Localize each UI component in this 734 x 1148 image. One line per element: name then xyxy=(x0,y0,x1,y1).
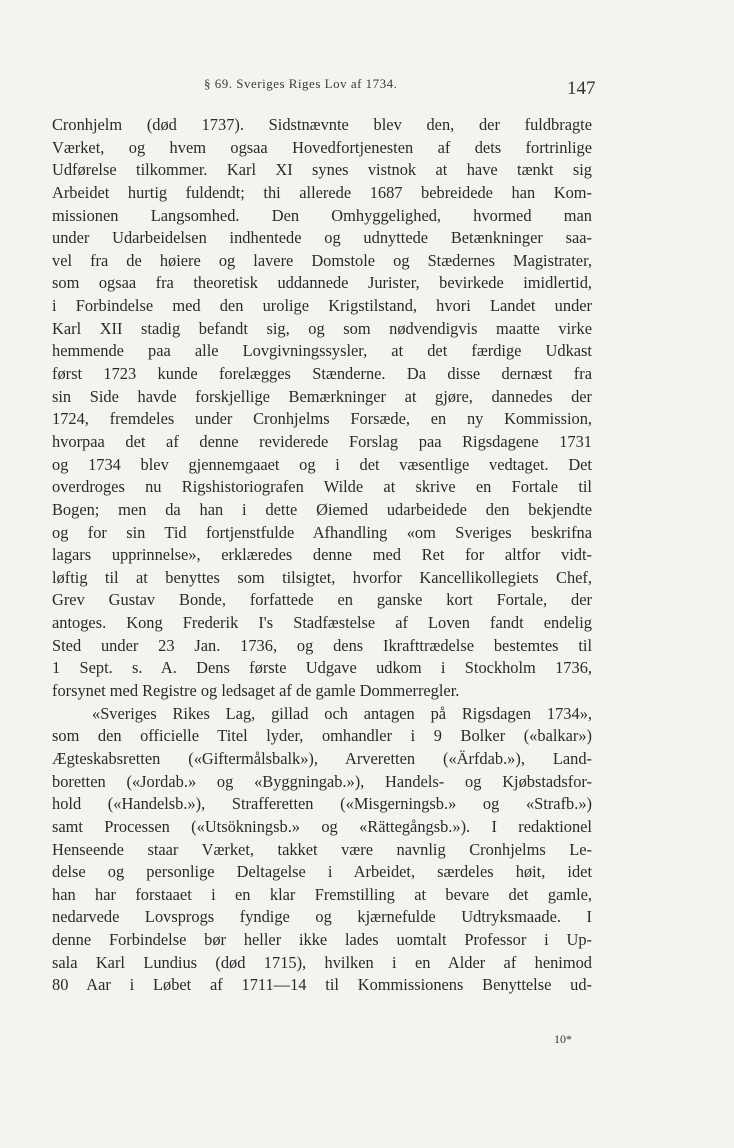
text-line: Bogen; men da han i dette Øiemed udarbeidede den bekjendte xyxy=(52,499,592,519)
text-line: Grev Gustav Bonde, forfattede en ganske kort Fortale, der xyxy=(52,590,592,610)
text-line: antoges. Kong Frederik I's Stadfæstelse af Loven fandt endelig xyxy=(52,613,592,633)
text-line: som den officielle Titel lyder, omhandler i 9 Bolker («balkar») xyxy=(52,726,592,746)
page-number: 147 xyxy=(567,78,596,99)
text-line: Arbeidet hurtig fuldendt; thi allerede 1687 bebreidede han Kom- xyxy=(52,182,592,202)
body-text xyxy=(52,114,592,997)
text-line: samt Processen («Utsökningsb.» og «Rättegångsb.»). I redaktionel xyxy=(52,816,592,836)
text-line: 1 Sept. s. A. Dens første Udgave udkom i Stockholm 1736, xyxy=(52,658,592,678)
text-line: «Sveriges Rikes Lag, gillad och antagen på Rigsdagen 1734», xyxy=(92,703,592,723)
text-line: Ægteskabsretten («Giftermålsbalk»), Arveretten («Ärfdab.»), Land- xyxy=(52,748,592,768)
text-line: først 1723 kunde forelægges Stænderne. Da disse dernæst fra xyxy=(52,364,592,384)
text-line: missionen Langsomhed. Den Omhyggelighed, hvormed man xyxy=(52,205,592,225)
text-line: som ogsaa fra theoretisk uddannede Jurister, bevirkede imidlertid, xyxy=(52,273,592,293)
text-line: hemmende paa alle Lovgivningssysler, at det færdige Udkast xyxy=(52,341,592,361)
text-line: 1724, fremdeles under Cronhjelms Forsæde, en ny Kommission, xyxy=(52,409,592,429)
text-line: Værket, og hvem ogsaa Hovedfortjenesten af dets fortrinlige xyxy=(52,137,592,157)
text-line: og for sin Tid fortjenstfulde Afhandling «om Sveriges beskrifna xyxy=(52,522,592,542)
text-line: løftig til at benyttes som tilsigtet, hvorfor Kancellikollegiets Chef, xyxy=(52,567,592,587)
text-line: nedarvede Lovsprogs fyndige og kjærnefulde Udtryksmaade. I xyxy=(52,907,592,927)
text-line: under Udarbeidelsen indhentede og udnyttede Betænkninger saa- xyxy=(52,228,592,248)
text-line: forsynet med Registre og ledsaget af de gamle Dommerregler. xyxy=(52,681,460,701)
text-line: hold («Handelsb.»), Strafferetten («Misgerningsb.» og «Strafb.») xyxy=(52,794,592,814)
text-line: 80 Aar i Løbet af 1711—14 til Kommissionens Benyttelse ud- xyxy=(52,975,592,995)
text-line: han har forstaaet i en klar Fremstilling at bevare det gamle, xyxy=(52,884,592,904)
text-line: Henseende staar Værket, takket være navnlig Cronhjelms Le- xyxy=(52,839,592,859)
text-line: denne Forbindelse bør heller ikke lades uomtalt Professor i Up- xyxy=(52,930,592,950)
text-line: overdroges nu Rigshistoriografen Wilde at skrive en Fortale til xyxy=(52,477,592,497)
signature-mark: 10* xyxy=(554,1032,572,1046)
page-header xyxy=(52,74,596,99)
text-line: sin Side havde forskjellige Bemærkninger at gjøre, dannedes der xyxy=(52,386,592,406)
text-line: lagars upprinnelse», erklæredes denne med Ret for altfor vidt- xyxy=(52,545,592,565)
text-line: hvorpaa det af denne reviderede Forslag paa Rigsdagene 1731 xyxy=(52,431,592,451)
text-line: boretten («Jordab.» og «Byggningab.»), Handels- og Kjøbstadsfor- xyxy=(52,771,592,791)
text-line: Cronhjelm (død 1737). Sidstnævnte blev den, der fuldbragte xyxy=(52,115,592,134)
text-line: vel fra de høiere og lavere Domstole og Stædernes Magistrater, xyxy=(52,250,592,270)
text-line: Udførelse tilkommer. Karl XI synes vistnok at have tænkt sig xyxy=(52,160,592,180)
text-line: Karl XII stadig befandt sig, og som nødvendigvis maatte virke xyxy=(52,318,592,338)
running-head: § 69. Sveriges Riges Lov af 1734. xyxy=(204,76,398,91)
text-line: i Forbindelse med den urolige Krigstilstand, hvori Landet under xyxy=(52,296,592,316)
text-line: sala Karl Lundius (død 1715), hvilken i en Alder af henimod xyxy=(52,952,592,972)
text-line: delse og personlige Deltagelse i Arbeidet, særdeles høit, idet xyxy=(52,862,592,882)
text-line: Sted under 23 Jan. 1736, og dens Ikrafttrædelse bestemtes til xyxy=(52,635,592,655)
text-line: og 1734 blev gjennemgaaet og i det væsentlige vedtaget. Det xyxy=(52,454,592,474)
